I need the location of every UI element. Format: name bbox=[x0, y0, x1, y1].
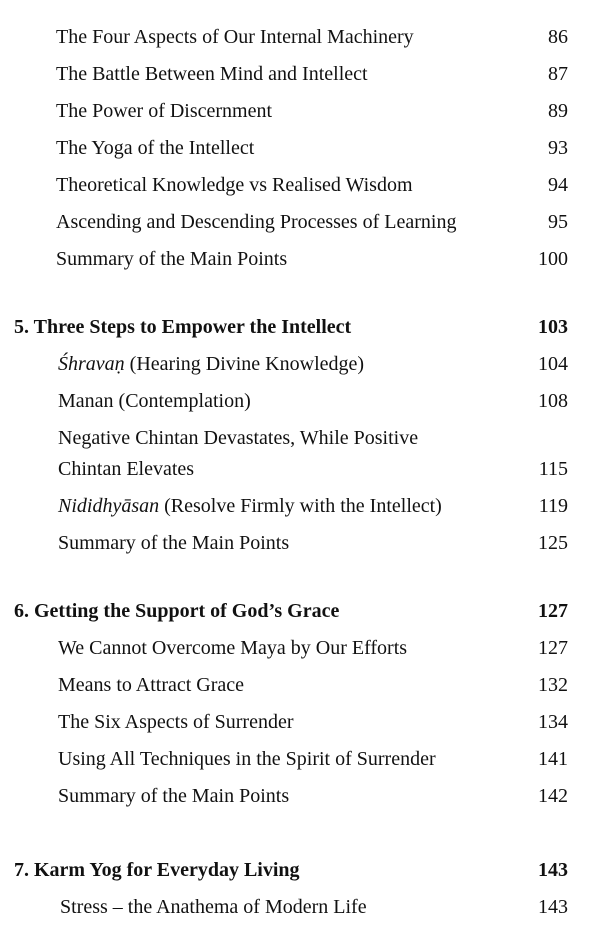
toc-entry-page: 142 bbox=[538, 785, 568, 807]
toc-entry-title: The Battle Between Mind and Intellect bbox=[56, 63, 368, 85]
toc-entry-page: 119 bbox=[538, 495, 568, 517]
chapter-title: 6. Getting the Support of God’s Grace bbox=[14, 600, 340, 622]
toc-entry-page: 95 bbox=[548, 211, 568, 233]
toc-entry-page: 134 bbox=[538, 711, 568, 733]
toc-entry-page: 93 bbox=[548, 137, 568, 159]
toc-entry bbox=[56, 209, 456, 235]
toc-entry-page: 104 bbox=[538, 353, 568, 375]
toc-entry bbox=[56, 172, 413, 198]
toc-entry-title: Summary of the Main Points bbox=[58, 532, 290, 554]
toc-entry bbox=[56, 135, 254, 161]
chapter-page: 103 bbox=[538, 316, 568, 338]
toc-entry-page: 108 bbox=[538, 390, 568, 412]
toc-entry bbox=[58, 388, 251, 414]
toc-entry-title: The Six Aspects of Surrender bbox=[58, 711, 294, 733]
toc-entry bbox=[56, 98, 272, 124]
chapter-heading bbox=[14, 857, 300, 883]
chapter-heading bbox=[14, 314, 351, 340]
toc-entry-page: 132 bbox=[538, 674, 568, 696]
toc-entry bbox=[58, 635, 407, 661]
toc-entry-title: Manan (Contemplation) bbox=[58, 390, 251, 412]
toc-entry-page: 100 bbox=[538, 248, 568, 270]
toc-entry-page: 125 bbox=[538, 532, 568, 554]
toc-entry-title: Ascending and Descending Processes of Learning bbox=[56, 211, 457, 233]
toc-entry-title: Stress – the Anathema of Modern Life bbox=[60, 896, 367, 918]
toc-entry-title: Summary of the Main Points bbox=[58, 785, 290, 807]
toc-entry-title: The Yoga of the Intellect bbox=[56, 137, 255, 159]
toc-entry bbox=[58, 672, 244, 698]
toc-entry-title: Using All Techniques in the Spirit of Surrender bbox=[58, 748, 436, 770]
toc-entry-page: 115 bbox=[538, 458, 568, 480]
toc-entry-title: The Four Aspects of Our Internal Machinery bbox=[56, 26, 414, 48]
toc-entry-title-italic: Nididhyāsan bbox=[58, 495, 160, 517]
toc-entry-page: 89 bbox=[548, 100, 568, 122]
toc-entry bbox=[56, 246, 287, 272]
toc-entry-page: 86 bbox=[548, 26, 568, 48]
toc-entry-title-italic: Śhravaṇ bbox=[58, 353, 125, 375]
toc-entry bbox=[58, 493, 442, 519]
toc-entry bbox=[58, 425, 418, 451]
toc-entry-page: 94 bbox=[548, 174, 568, 196]
toc-entry-title: (Hearing Divine Knowledge) bbox=[124, 353, 365, 375]
toc-entry-title-line1: Negative Chintan Devastates, While Positive bbox=[58, 427, 419, 449]
toc-entry bbox=[56, 61, 368, 87]
chapter-page: 143 bbox=[538, 859, 568, 881]
toc-entry bbox=[60, 894, 367, 920]
chapter-title: 7. Karm Yog for Everyday Living bbox=[14, 859, 300, 881]
toc-entry bbox=[58, 530, 289, 556]
toc-entry-title: (Resolve Firmly with the Intellect) bbox=[159, 495, 442, 517]
toc-entry-title: We Cannot Overcome Maya by Our Efforts bbox=[58, 637, 408, 659]
toc-entry-page: 141 bbox=[538, 748, 568, 770]
toc-entry-title: Theoretical Knowledge vs Realised Wisdom bbox=[56, 174, 413, 196]
toc-entry-page: 87 bbox=[548, 63, 568, 85]
toc-entry bbox=[58, 456, 194, 482]
chapter-heading bbox=[14, 598, 339, 624]
toc-entry-title: Summary of the Main Points bbox=[56, 248, 288, 270]
chapter-page: 127 bbox=[538, 600, 568, 622]
toc-entry bbox=[58, 351, 364, 377]
toc-entry-title: The Power of Discernment bbox=[56, 100, 273, 122]
toc-entry bbox=[58, 783, 289, 809]
chapter-title: 5. Three Steps to Empower the Intellect bbox=[14, 316, 352, 338]
toc-entry bbox=[58, 709, 294, 735]
toc-entry-title: Means to Attract Grace bbox=[58, 674, 245, 696]
toc-entry-page: 143 bbox=[538, 896, 568, 918]
toc-entry bbox=[58, 746, 436, 772]
toc-entry-title-line2: Chintan Elevates bbox=[58, 458, 195, 480]
toc-entry bbox=[56, 24, 414, 50]
toc-entry-page: 127 bbox=[538, 637, 568, 659]
